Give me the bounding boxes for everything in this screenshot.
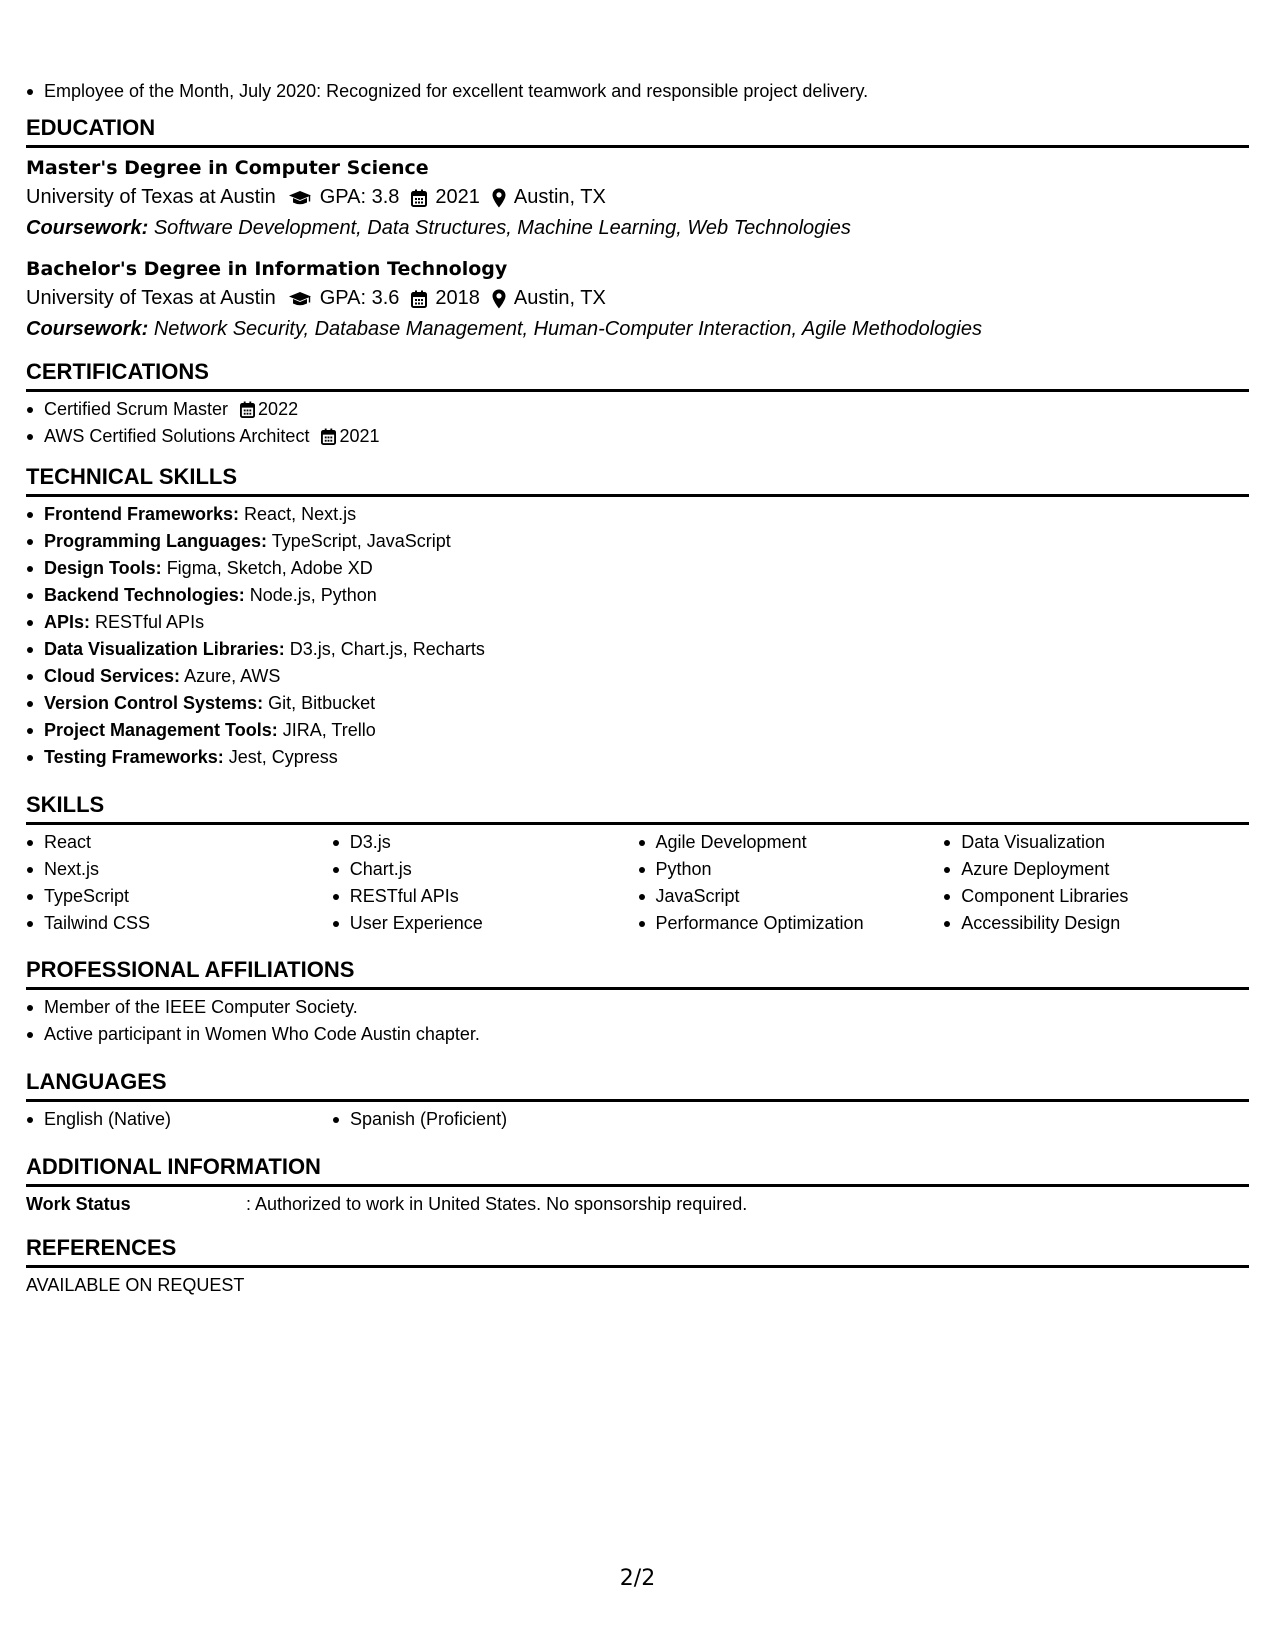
location-pin-icon <box>492 188 506 208</box>
languages-section <box>26 1068 1249 1133</box>
skills-column <box>332 829 638 937</box>
section-title-affiliations: PROFESSIONAL AFFILIATIONS <box>26 956 1249 990</box>
section-title-certifications: CERTIFICATIONS <box>26 358 1249 392</box>
skill-category: Testing Frameworks: <box>44 747 224 767</box>
additional-info-section <box>26 1153 1249 1218</box>
certification-item <box>26 396 1249 423</box>
location-pin-icon <box>492 289 506 309</box>
skill-item: Accessibility Design <box>943 910 1249 937</box>
award-item: Employee of the Month, July 2020: Recognized for excellent teamwork and responsible project delivery. <box>26 78 868 105</box>
coursework-list: Network Security, Database Management, Human-Computer Interaction, Agile Methodologies <box>153 318 982 340</box>
skill-category: Data Visualization Libraries: <box>44 639 285 659</box>
skill-values: Git, Bitbucket <box>268 693 376 713</box>
award-list <box>26 78 868 105</box>
certification-year: 2022 <box>258 399 299 419</box>
affiliations-section <box>26 956 1249 1048</box>
certification-item <box>26 423 1249 450</box>
graduation-year: 2021 <box>435 186 480 208</box>
skill-values: Node.js, Python <box>249 585 377 605</box>
references-text: AVAILABLE ON REQUEST <box>26 1275 245 1295</box>
technical-skill-item <box>26 636 1249 663</box>
degree-title: Master's Degree in Computer Science <box>26 157 429 179</box>
skill-values: JIRA, Trello <box>282 720 376 740</box>
education-meta <box>26 182 1249 213</box>
education-location: Austin, TX <box>513 186 606 208</box>
technical-skill-item <box>26 528 1249 555</box>
skill-item: Tailwind CSS <box>26 910 332 937</box>
technical-skill-item <box>26 609 1249 636</box>
skills-column <box>26 829 332 937</box>
skill-item: Python <box>638 856 944 883</box>
skills-column <box>638 829 944 937</box>
education-location: Austin, TX <box>513 287 606 309</box>
calendar-icon <box>321 428 336 445</box>
skill-category: Project Management Tools: <box>44 720 278 740</box>
section-title-additional-info: ADDITIONAL INFORMATION <box>26 1153 1249 1187</box>
skill-values: TypeScript, JavaScript <box>271 531 451 551</box>
section-title-skills: SKILLS <box>26 791 1249 825</box>
skill-item: Data Visualization <box>943 829 1249 856</box>
certification-name: AWS Certified Solutions Architect <box>44 426 310 446</box>
calendar-icon <box>411 290 427 308</box>
skill-values: Figma, Sketch, Adobe XD <box>166 558 373 578</box>
skill-values: D3.js, Chart.js, Recharts <box>289 639 485 659</box>
calendar-icon <box>411 189 427 207</box>
technical-skills-section <box>26 463 1249 771</box>
skill-item: Azure Deployment <box>943 856 1249 883</box>
degree-title: Bachelor's Degree in Information Technology <box>26 258 508 280</box>
skill-item: Next.js <box>26 856 332 883</box>
skill-item: Performance Optimization <box>638 910 944 937</box>
languages-column <box>26 1106 332 1133</box>
skill-category: Backend Technologies: <box>44 585 245 605</box>
graduation-cap-icon <box>288 290 312 308</box>
graduation-year: 2018 <box>435 287 480 309</box>
technical-skill-item <box>26 582 1249 609</box>
certifications-list <box>26 396 1249 450</box>
skill-category: Version Control Systems: <box>44 693 264 713</box>
skill-item: D3.js <box>332 829 638 856</box>
work-status-row <box>26 1191 1249 1218</box>
skill-values: React, Next.js <box>244 504 357 524</box>
skills-grid <box>26 829 1249 937</box>
coursework <box>26 213 1249 244</box>
language-item: Spanish (Proficient) <box>332 1106 638 1133</box>
education-entry <box>26 154 1249 244</box>
coursework-list: Software Development, Data Structures, Machine Learning, Web Technologies <box>153 217 851 239</box>
gpa: GPA: 3.6 <box>319 287 400 309</box>
skill-category: Programming Languages: <box>44 531 268 551</box>
skill-item: Agile Development <box>638 829 944 856</box>
skill-item: RESTful APIs <box>332 883 638 910</box>
work-status-value: : Authorized to work in United States. No sponsorship required. <box>246 1194 748 1214</box>
skill-item: Chart.js <box>332 856 638 883</box>
affiliation-item: Active participant in Women Who Code Austin chapter. <box>26 1021 1249 1048</box>
technical-skill-item <box>26 744 1249 771</box>
section-title-education: EDUCATION <box>26 114 1249 148</box>
certifications-section <box>26 358 1249 450</box>
school-name: University of Texas at Austin <box>26 186 276 208</box>
technical-skill-item <box>26 663 1249 690</box>
education-section <box>26 114 1249 148</box>
skill-category: Design Tools: <box>44 558 162 578</box>
skill-item: JavaScript <box>638 883 944 910</box>
skill-values: RESTful APIs <box>95 612 205 632</box>
gpa: GPA: 3.8 <box>319 186 400 208</box>
technical-skills-list <box>26 501 1249 771</box>
languages-grid <box>26 1106 1249 1133</box>
education-entry <box>26 255 1249 345</box>
skill-category: Cloud Services: <box>44 666 181 686</box>
skill-category: APIs: <box>44 612 91 632</box>
technical-skill-item <box>26 690 1249 717</box>
affiliation-item: Member of the IEEE Computer Society. <box>26 994 1249 1021</box>
skill-item: TypeScript <box>26 883 332 910</box>
references-section <box>26 1234 1249 1299</box>
certification-name: Certified Scrum Master <box>44 399 229 419</box>
page-number: 2/2 <box>619 1566 656 1591</box>
skill-values: Azure, AWS <box>184 666 281 686</box>
section-title-technical-skills: TECHNICAL SKILLS <box>26 463 1249 497</box>
skill-item: React <box>26 829 332 856</box>
technical-skill-item <box>26 717 1249 744</box>
certification-year: 2021 <box>339 426 380 446</box>
education-meta <box>26 283 1249 314</box>
technical-skill-item <box>26 501 1249 528</box>
calendar-icon <box>240 401 255 418</box>
affiliations-list <box>26 994 1249 1048</box>
graduation-cap-icon <box>288 189 312 207</box>
section-title-references: REFERENCES <box>26 1234 1249 1268</box>
coursework-label: Coursework: <box>26 217 149 239</box>
school-name: University of Texas at Austin <box>26 287 276 309</box>
skill-item: User Experience <box>332 910 638 937</box>
work-status-label: Work Status <box>26 1194 131 1214</box>
skill-values: Jest, Cypress <box>228 747 338 767</box>
resume-page <box>26 0 1249 1650</box>
coursework-label: Coursework: <box>26 318 149 340</box>
technical-skill-item <box>26 555 1249 582</box>
coursework <box>26 314 1249 345</box>
section-title-languages: LANGUAGES <box>26 1068 1249 1102</box>
skill-item: Component Libraries <box>943 883 1249 910</box>
language-item: English (Native) <box>26 1106 332 1133</box>
skills-column <box>943 829 1249 937</box>
languages-column <box>332 1106 638 1133</box>
skills-section <box>26 791 1249 937</box>
skill-category: Frontend Frameworks: <box>44 504 240 524</box>
